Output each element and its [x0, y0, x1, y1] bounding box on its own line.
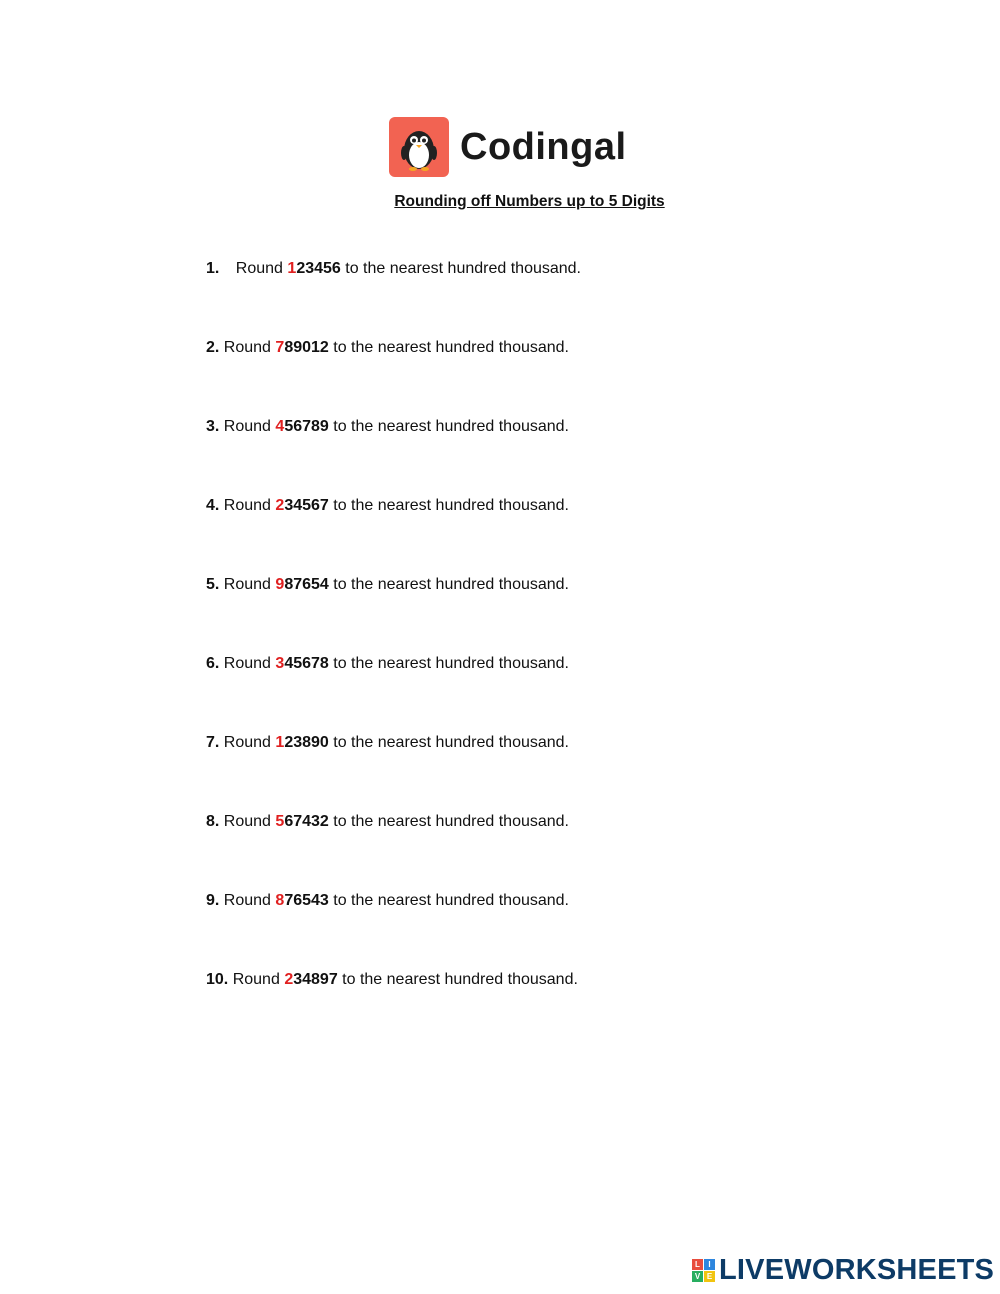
- logo-tile: V: [692, 1271, 703, 1282]
- question-number: 5.: [206, 576, 220, 593]
- highlighted-digit: 1: [287, 260, 297, 277]
- question-suffix: to the nearest hundred thousand.: [333, 813, 569, 830]
- liveworksheets-logo-icon: [692, 1259, 715, 1282]
- highlighted-digit: 2: [275, 497, 285, 514]
- question-suffix: to the nearest hundred thousand.: [333, 418, 569, 435]
- brand-name: Codingal: [460, 126, 627, 168]
- liveworksheets-footer: [692, 1255, 994, 1285]
- question-item: [206, 495, 581, 574]
- question-item: [206, 732, 581, 811]
- highlighted-digit: 4: [275, 418, 285, 435]
- remaining-digits: 23456: [296, 260, 341, 277]
- question-word: Round: [223, 497, 271, 514]
- question-word: Round: [235, 260, 283, 277]
- question-item: [206, 890, 581, 969]
- highlighted-digit: 7: [275, 339, 285, 356]
- highlighted-digit: 8: [275, 892, 285, 909]
- question-suffix: to the nearest hundred thousand.: [345, 260, 581, 277]
- question-word: Round: [223, 813, 271, 830]
- question-number: 10.: [206, 971, 229, 988]
- question-suffix: to the nearest hundred thousand.: [333, 892, 569, 909]
- remaining-digits: 67432: [284, 813, 329, 830]
- remaining-digits: 89012: [284, 339, 329, 356]
- logo-tile: L: [692, 1259, 703, 1270]
- question-suffix: to the nearest hundred thousand.: [333, 734, 569, 751]
- question-suffix: to the nearest hundred thousand.: [333, 576, 569, 593]
- remaining-digits: 87654: [284, 576, 329, 593]
- penguin-icon: [389, 117, 449, 177]
- highlighted-digit: 2: [284, 971, 294, 988]
- question-word: Round: [223, 339, 271, 356]
- question-suffix: to the nearest hundred thousand.: [333, 497, 569, 514]
- question-item: [206, 811, 581, 890]
- logo-tile: I: [704, 1259, 715, 1270]
- question-item: [206, 416, 581, 495]
- remaining-digits: 45678: [284, 655, 329, 672]
- question-item: [206, 653, 581, 732]
- liveworksheets-brand: LIVEWORKSHEETS: [719, 1254, 995, 1286]
- question-word: Round: [223, 418, 271, 435]
- question-word: Round: [223, 576, 271, 593]
- highlighted-digit: 1: [275, 734, 285, 751]
- highlighted-digit: 5: [275, 813, 285, 830]
- question-word: Round: [232, 971, 280, 988]
- question-number: 2.: [206, 339, 220, 356]
- highlighted-digit: 9: [275, 576, 285, 593]
- question-item: [206, 258, 581, 337]
- logo-tile: E: [704, 1271, 715, 1282]
- question-number: 1.: [206, 260, 220, 277]
- remaining-digits: 34567: [284, 497, 329, 514]
- question-item: [206, 574, 581, 653]
- question-word: Round: [223, 892, 271, 909]
- brand-header: [389, 117, 627, 177]
- remaining-digits: 34897: [293, 971, 338, 988]
- question-list: [206, 258, 581, 1048]
- question-item: [206, 337, 581, 416]
- question-number: 7.: [206, 734, 220, 751]
- question-suffix: to the nearest hundred thousand.: [333, 339, 569, 356]
- remaining-digits: 76543: [284, 892, 329, 909]
- page-title: Rounding off Numbers up to 5 Digits: [394, 193, 665, 210]
- question-number: 9.: [206, 892, 220, 909]
- question-word: Round: [223, 655, 271, 672]
- question-number: 6.: [206, 655, 220, 672]
- question-number: 8.: [206, 813, 220, 830]
- question-number: 4.: [206, 497, 220, 514]
- question-suffix: to the nearest hundred thousand.: [333, 655, 569, 672]
- highlighted-digit: 3: [275, 655, 285, 672]
- question-number: 3.: [206, 418, 220, 435]
- question-word: Round: [223, 734, 271, 751]
- remaining-digits: 23890: [284, 734, 329, 751]
- question-item: [206, 969, 581, 1048]
- remaining-digits: 56789: [284, 418, 329, 435]
- question-suffix: to the nearest hundred thousand.: [342, 971, 578, 988]
